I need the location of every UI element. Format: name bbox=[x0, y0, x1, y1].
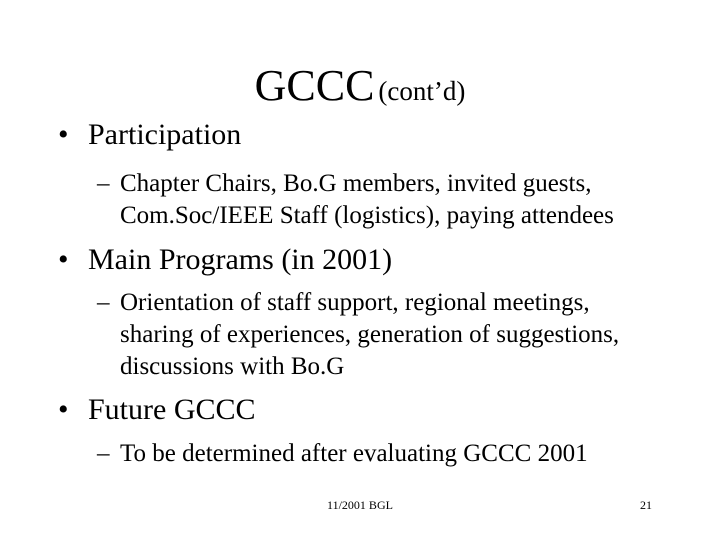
page-number: 21 bbox=[640, 498, 652, 512]
sub-bullet-text: Chapter Chairs, Bo.G members, invited guests, Com.Soc/IEEE Staff (logistics), paying attendees bbox=[120, 170, 614, 229]
title-sub: (cont’d) bbox=[378, 76, 466, 106]
bullet-label: Participation bbox=[88, 118, 242, 151]
sub-bullet-text: To be determined after evaluating GCCC 2001 bbox=[120, 440, 588, 467]
sub-bullet-marker: – bbox=[97, 170, 110, 197]
slide-title bbox=[0, 60, 720, 111]
bullet-label: Main Programs (in 2001) bbox=[88, 243, 393, 276]
sub-bullet-future-gccc bbox=[97, 438, 588, 470]
sub-bullet-marker: – bbox=[97, 440, 110, 467]
bullet-main-programs bbox=[58, 243, 392, 277]
sub-bullet-participation bbox=[97, 168, 614, 232]
bullet-marker: • bbox=[58, 118, 69, 151]
footer-text: 11/2001 BGL bbox=[327, 498, 393, 512]
sub-bullet-main-programs bbox=[97, 287, 619, 383]
bullet-label: Future GCCC bbox=[88, 393, 256, 426]
title-main: GCCC bbox=[254, 61, 375, 110]
bullet-marker: • bbox=[58, 393, 69, 426]
sub-bullet-text: Orientation of staff support, regional meetings, sharing of experiences, generation of suggestions, discussions with Bo.G bbox=[120, 289, 620, 380]
bullet-future-gccc bbox=[58, 393, 256, 427]
bullet-marker: • bbox=[58, 243, 69, 276]
bullet-participation bbox=[58, 118, 241, 152]
sub-bullet-marker: – bbox=[97, 289, 110, 316]
